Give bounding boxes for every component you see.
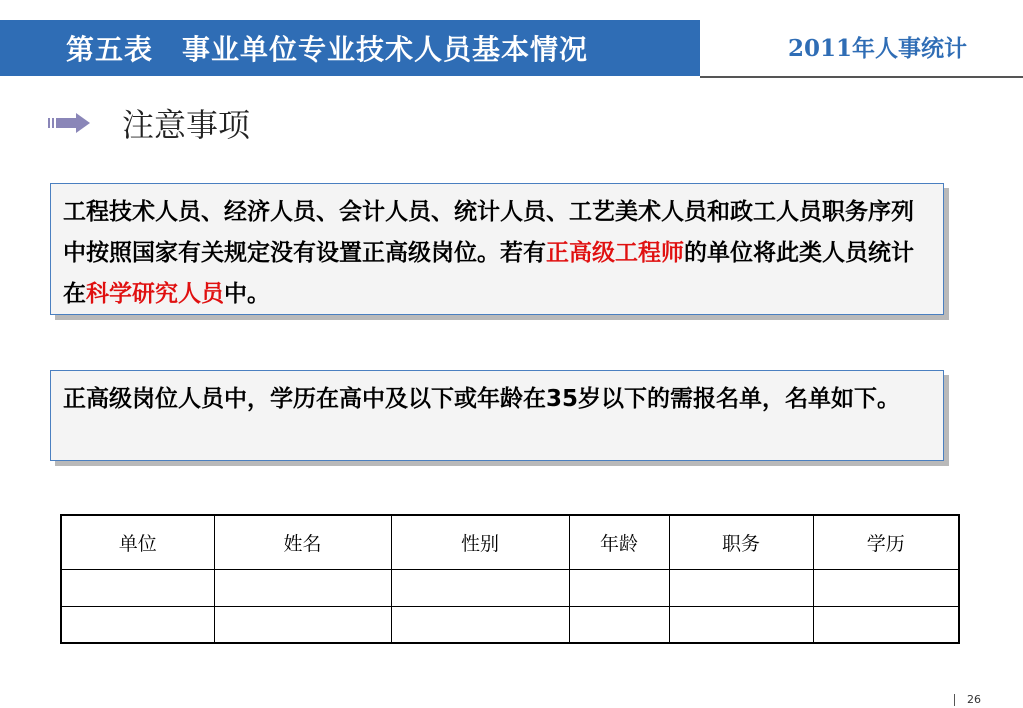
table-cell xyxy=(391,606,569,643)
table-cell xyxy=(813,569,959,606)
note-1-text-end: 中。 xyxy=(224,281,270,307)
header-unit: 单位 xyxy=(61,515,214,569)
note-1-text-middle: 的单位将此类人员统计在 xyxy=(63,240,914,307)
personnel-table xyxy=(60,514,960,644)
header-age: 年龄 xyxy=(569,515,669,569)
table-header-row xyxy=(61,515,959,569)
arrow-right-icon xyxy=(48,111,92,135)
table-cell xyxy=(669,569,813,606)
table-cell xyxy=(813,606,959,643)
table-cell xyxy=(569,606,669,643)
table-cell xyxy=(61,569,214,606)
table-cell xyxy=(391,569,569,606)
note-box-1 xyxy=(50,183,944,315)
table-cell xyxy=(61,606,214,643)
year-label: 2011年人事统计 xyxy=(788,35,968,62)
table-row xyxy=(61,606,959,643)
note-1-highlight-research-staff: 科学研究人员 xyxy=(86,281,224,307)
header-divider xyxy=(700,76,1023,78)
slide-title: 第五表 事业单位专业技术人员基本情况 xyxy=(66,33,589,66)
note-1-text: 工程技术人员、经济人员、会计人员、统计人员、工艺美术人员和政工人员职务序列中按照国家有关规定没有设置正高级岗位。若有 xyxy=(63,199,914,266)
header-position: 职务 xyxy=(669,515,813,569)
header-gender: 性别 xyxy=(391,515,569,569)
header-name: 姓名 xyxy=(214,515,391,569)
header-education: 学历 xyxy=(813,515,959,569)
table-cell xyxy=(669,606,813,643)
note-1-highlight-senior-engineer: 正高级工程师 xyxy=(546,240,684,266)
page-number: 26 xyxy=(967,693,981,706)
table-cell xyxy=(569,569,669,606)
page-number-separator xyxy=(954,694,955,706)
title-banner xyxy=(0,20,700,76)
table-cell xyxy=(214,569,391,606)
note-box-2 xyxy=(50,370,944,461)
table-cell xyxy=(214,606,391,643)
note-2-text: 正高级岗位人员中，学历在高中及以下或年龄在35岁以下的需报名单，名单如下。 xyxy=(63,386,901,412)
table-row xyxy=(61,569,959,606)
section-heading: 注意事项 xyxy=(122,106,251,144)
